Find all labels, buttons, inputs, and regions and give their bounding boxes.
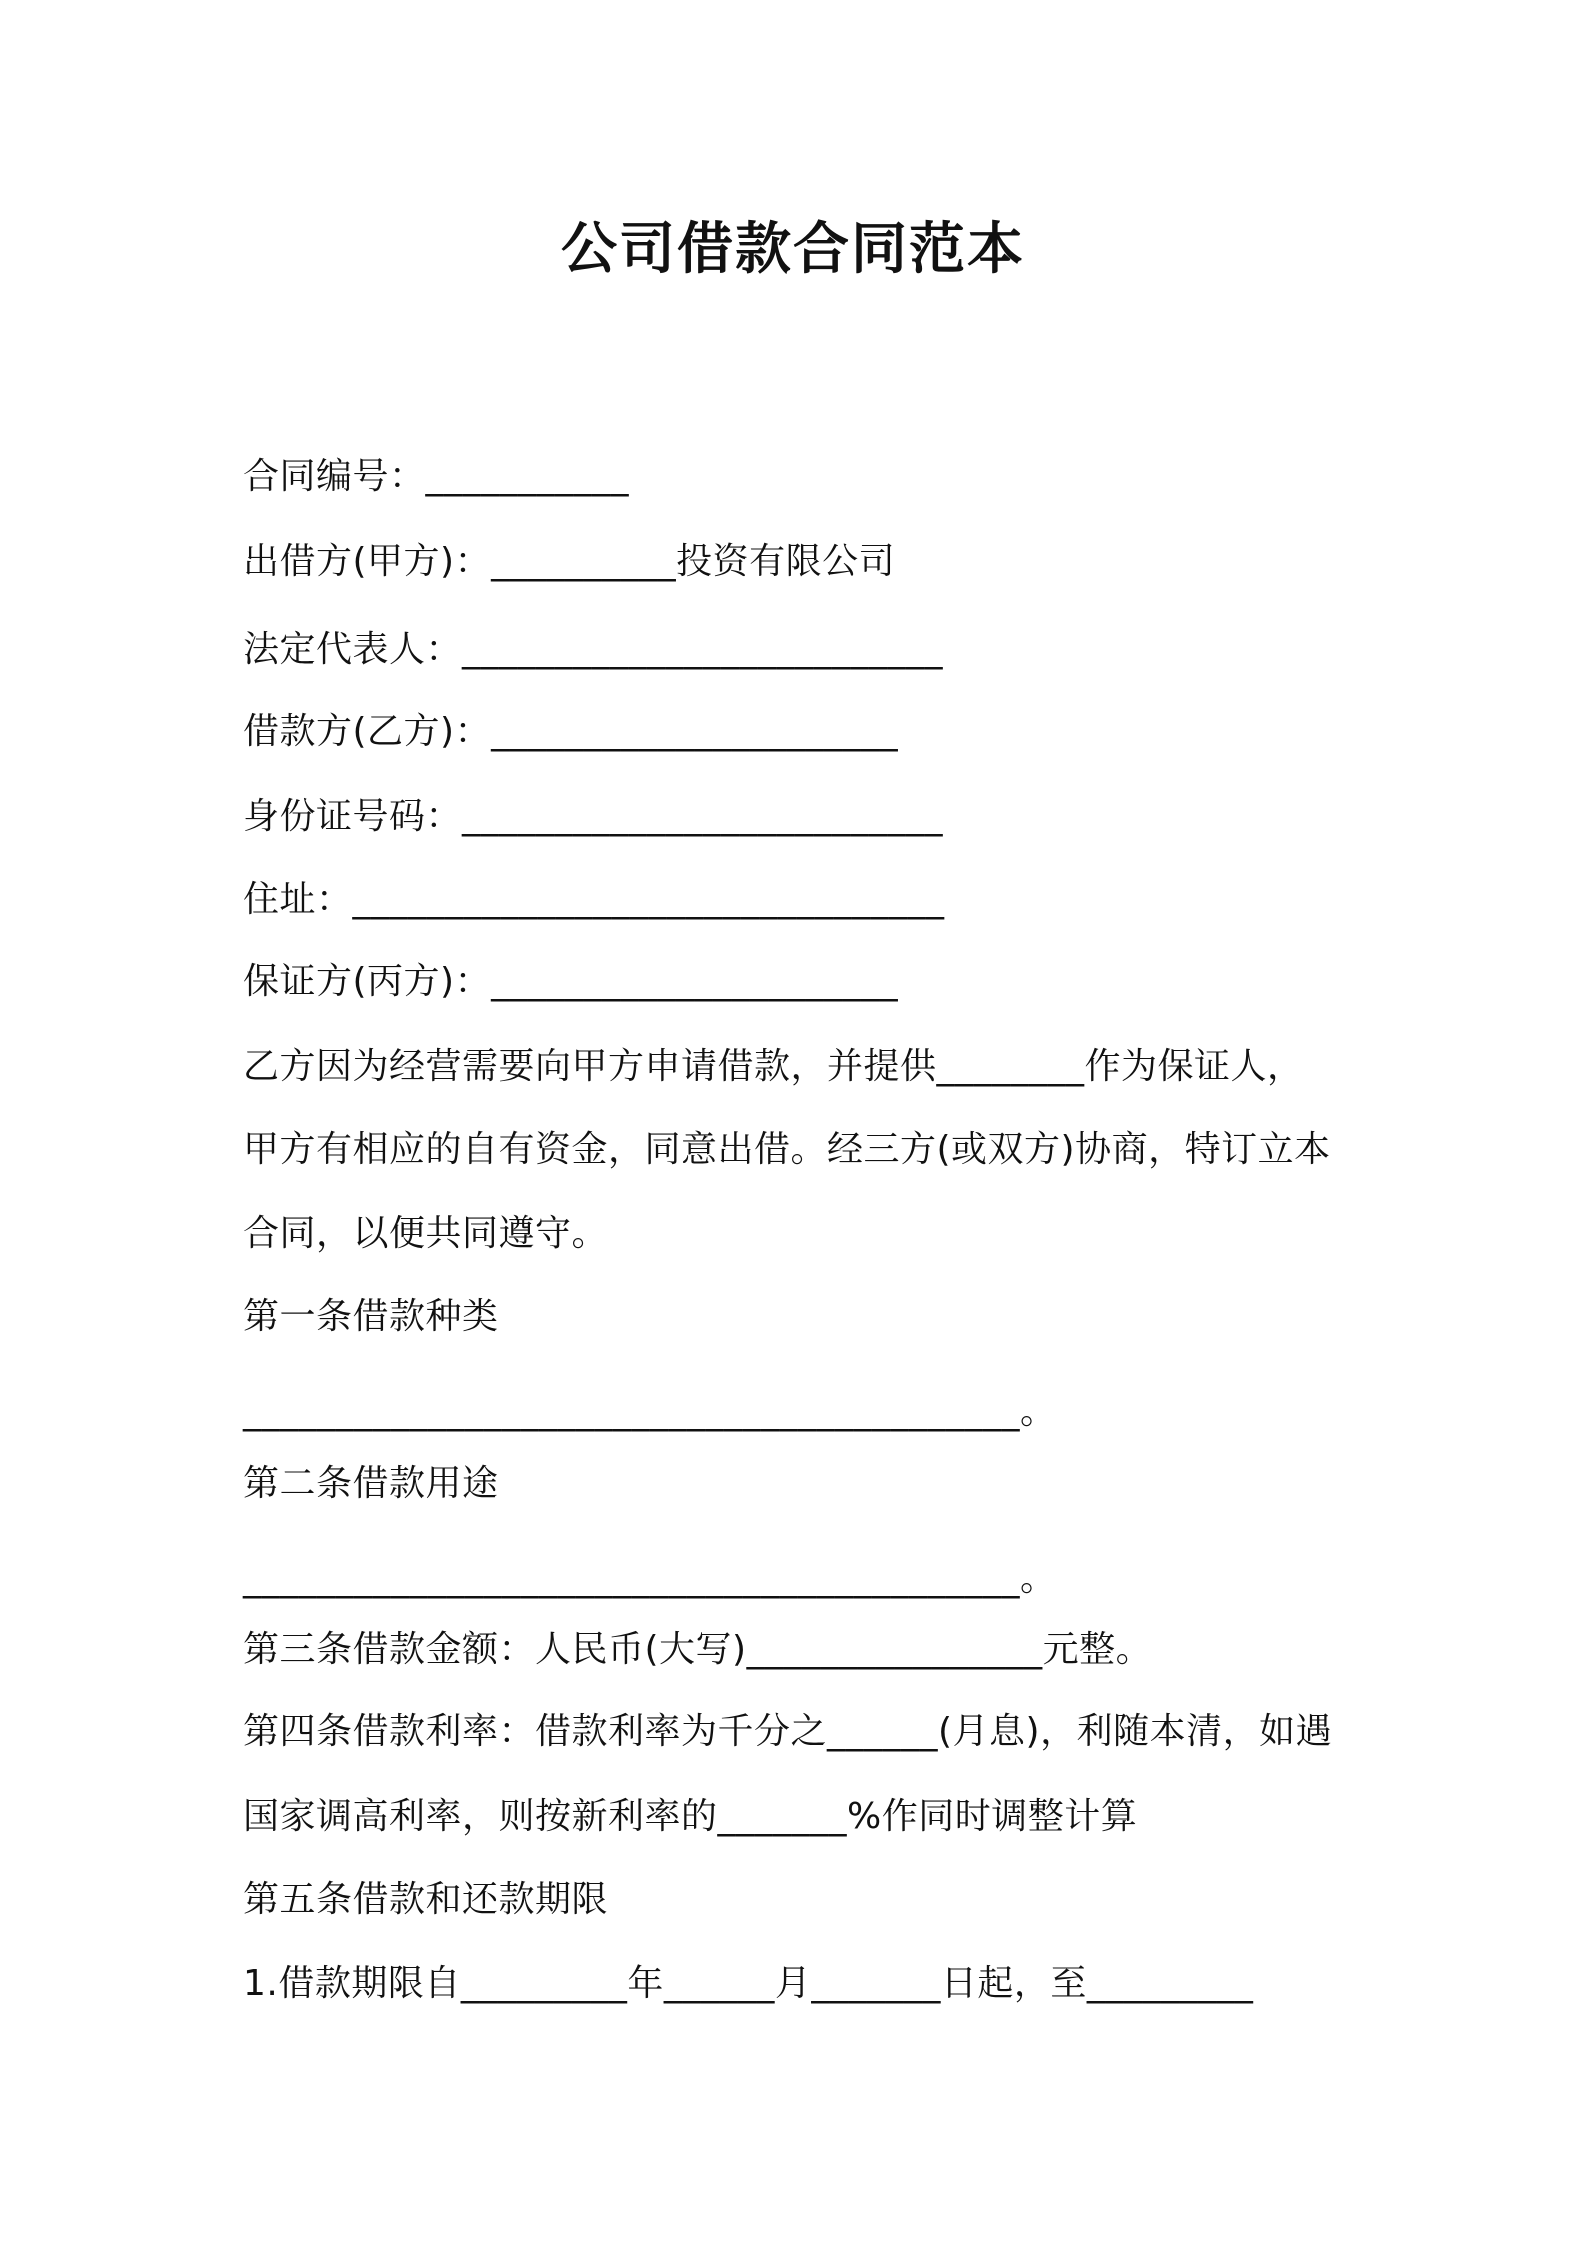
address-line: 住址：________________________________: [243, 879, 945, 920]
article-4-line-1: 第四条借款利率：借款利率为千分之______(月息)，利随本清，如遇: [243, 1711, 1333, 1752]
article-1-blank: __________________________________________。: [243, 1391, 1057, 1432]
preamble-line-2: 甲方有相应的自有资金，同意出借。经三方(或双方)协商，特订立本: [243, 1129, 1331, 1170]
article-2-blank: __________________________________________。: [243, 1558, 1057, 1599]
article-5-heading: 第五条借款和还款期限: [243, 1879, 609, 1920]
article-2-heading: 第二条借款用途: [243, 1463, 499, 1504]
lender-line: 出借方(甲方)：__________投资有限公司: [243, 541, 896, 582]
legal-representative-line: 法定代表人：__________________________: [243, 629, 944, 670]
id-number-line: 身份证号码：__________________________: [243, 796, 944, 837]
article-1-heading: 第一条借款种类: [243, 1296, 499, 1337]
borrower-line: 借款方(乙方)：______________________: [243, 711, 899, 752]
document-title: 公司借款合同范本: [561, 217, 1025, 282]
article-4-line-2: 国家调高利率，则按新利率的_______%作同时调整计算: [243, 1796, 1138, 1837]
preamble-line-3: 合同，以便共同遵守。: [243, 1213, 609, 1254]
contract-number-line: 合同编号：___________: [243, 456, 630, 497]
article-5-item-1: 1.借款期限自_________年______月_______日起，至_________: [243, 1963, 1254, 2004]
guarantor-line: 保证方(丙方)：______________________: [243, 961, 899, 1002]
article-3-amount: 第三条借款金额：人民币(大写)________________元整。: [243, 1629, 1153, 1670]
preamble-line-1: 乙方因为经营需要向甲方申请借款，并提供________作为保证人，: [243, 1046, 1304, 1087]
